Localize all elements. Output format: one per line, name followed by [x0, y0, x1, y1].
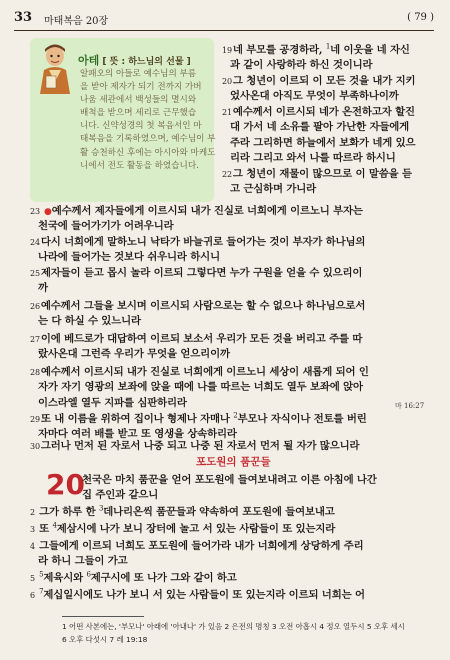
description-line: 태복음을 기록하였으며, 예수님이 부 — [80, 134, 216, 145]
verse-line: 3 또 $^4$제삼시에 나가 보니 장터에 놀고 서 있는 사람들이 또 있는지라 — [30, 521, 336, 535]
verse-line: 22그 청년이 재물이 많으므로 이 말씀을 듣 — [222, 168, 412, 180]
verse-line: 대 가서 네 소유를 팔아 가난한 자들에게 — [230, 121, 410, 133]
verse-line: 자마다 여러 배를 받고 또 영생을 상속하리라 — [38, 428, 237, 440]
book-chapter-title: 마태복음 20장 — [44, 16, 109, 27]
verse-line: 랐사온대 그런즉 우리가 무엇을 얻으리이까 — [38, 348, 230, 360]
footnote-line: 1 어떤 사본에는, '부모나' 아래에 '아내나' 가 있음 2 은전의 명칭 3 오전 아홉시 4 정오 열두시 5 오후 세시 — [62, 622, 405, 631]
verse-line: 2 그가 하루 한 $^3$데나리온씩 품꾼들과 약속하여 포도원에 들여보내고 — [30, 504, 335, 518]
verse-line: 과 같이 사랑하라 하신 것이니라 — [230, 59, 373, 71]
description-line: 배척을 받으며 세리로 근무했습 — [80, 108, 197, 119]
verse-line: 천국에 들어가기가 어려우니라 — [38, 220, 174, 232]
verse-line: 19네 부모를 공경하라, $^1$네 이웃을 네 자신 — [222, 42, 410, 56]
description-line: 나움 세관에서 백성들의 멸시와 — [80, 95, 197, 106]
verse-line: 었사온대 아직도 무엇이 부족하나이까 — [230, 90, 399, 102]
verse-line: 고 근심하며 가니라 — [230, 183, 317, 195]
verse-line: 주라 그리하면 하늘에서 보화가 네게 있으 — [230, 137, 416, 149]
verse-line: 28예수께서 이르시되 내가 진실로 너희에게 이르노니 세상이 새롭게 되어 인 — [30, 366, 369, 378]
red-dot-icon: ● — [44, 207, 52, 217]
verse-line: 라 하니 그들이 가고 — [38, 555, 128, 567]
verse-line: 25제자들이 듣고 몹시 놀라 이르되 그렇다면 누가 구원을 얻을 수 있으리이 — [30, 267, 363, 279]
character-description — [80, 68, 216, 173]
verse-line: 이스라엘 열두 지파를 심판하리라 — [38, 397, 187, 409]
verse-line: 자가 자기 영광의 보좌에 앉을 때에 나를 따르는 너희도 열두 보좌에 앉아 — [38, 381, 363, 393]
verse-line: 21예수께서 이르시되 네가 온전하고자 할진 — [222, 106, 415, 118]
verse-line: 4 그들에게 이르되 너희도 포도원에 들어가라 내가 너희에게 상당하게 주리 — [30, 540, 364, 552]
verse-line: 30그러나 먼저 된 자로서 나중 되고 나중 된 자로서 먼저 될 자가 많으니라 — [30, 440, 360, 452]
verse-line: 리라 그리고 와서 나를 따르라 하시니 — [230, 152, 396, 164]
verse-line: 29또 내 이름을 위하여 집이나 형제나 자매나 $^2$부모나 자식이나 전토를 버린 — [30, 411, 367, 425]
verse-line: 26예수께서 그들을 보시며 이르시되 사람으로는 할 수 없으나 하나님으로서 — [30, 300, 366, 312]
description-line: 니다. 신약성경의 첫 복음서인 마 — [80, 121, 202, 132]
character-info-box — [30, 38, 214, 202]
verse-line: 집 주인과 같으니 — [82, 489, 159, 501]
header-divider — [14, 30, 434, 31]
verse-line: 까 — [38, 282, 48, 294]
description-line: 니에서 전도 활동을 하였습니다. — [80, 160, 199, 171]
verse-line: 5 $^5$제육시와 $^6$제구시에 또 나가 그와 같이 하고 — [30, 570, 237, 584]
description-line: 을 받아 제자가 되기 전까지 가버 — [80, 82, 202, 93]
footnote-line: 6 오후 다섯시 7 레 19:18 — [62, 635, 148, 644]
verse-line: 23 ●예수께서 제자들에게 이르시되 내가 진실로 너희에게 이르노니 부자는 — [30, 205, 363, 217]
verse-line: 20그 청년이 이르되 이 모든 것을 내가 지키 — [222, 75, 416, 87]
verse-line: 27이에 베드로가 대답하여 이르되 보소서 우리가 모든 것을 버리고 주를 따 — [30, 333, 363, 345]
chapter-number: 20 — [46, 468, 85, 501]
description-line: 활 승천하신 후에는 아시아와 마케도 — [80, 147, 216, 158]
verse-line: 24다시 너희에게 말하노니 낙타가 바늘귀로 들어가는 것이 부자가 하나님의 — [30, 236, 366, 248]
verse-line: 는 다 하실 수 있느니라 — [38, 315, 141, 327]
footnote-divider — [62, 616, 144, 617]
character-title — [78, 52, 191, 68]
verse-line: 나라에 들어가는 것보다 쉬우니라 하시니 — [38, 251, 220, 263]
page-number: 33 — [14, 10, 33, 25]
cross-reference: 마 16:27 — [395, 402, 425, 410]
description-line: 알패오의 아들로 예수님의 부름 — [80, 69, 197, 79]
verse-line: 천국은 마치 품꾼을 얻어 포도원에 들여보내려고 이른 아침에 나간 — [82, 474, 377, 486]
chapter-range: ( 79 ) — [407, 12, 434, 23]
character-name: 아테 — [78, 54, 100, 67]
page-header — [14, 10, 434, 28]
verse-line: 6 $^7$제십일시에도 나가 보니 서 있는 사람들이 또 있는지라 이르되 너희는 어 — [30, 587, 365, 601]
matthew-figure-icon — [34, 40, 76, 94]
section-title: 포도원의 품꾼들 — [196, 456, 271, 468]
character-meaning: [ 뜻 : 하느님의 선물 ] — [102, 57, 191, 67]
